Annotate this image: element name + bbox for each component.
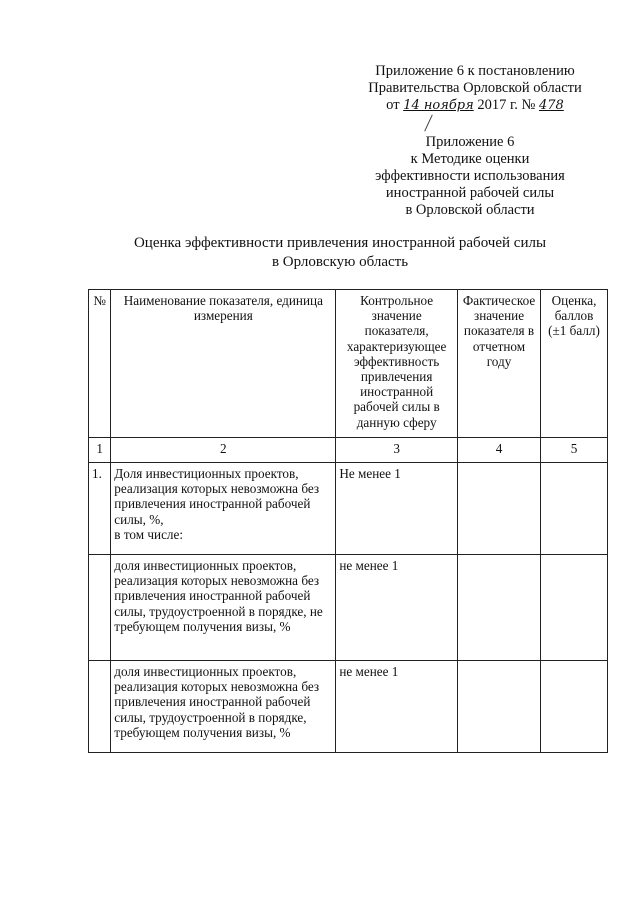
column-number: 5 [541, 438, 608, 463]
indicator-name: Доля инвестиционных проектов, реализация которых невозможна без привлечения иностранной рабочей силы, %, [114, 466, 320, 527]
resolution-line-3 [360, 97, 590, 114]
indicator-cell: доля инвестиционных проектов, реализация которых невозможна без привлечения иностранной рабочей силы, трудоустроенной в порядке, не требующем получения визы, % [111, 555, 336, 661]
appendix-reference [355, 134, 585, 219]
appendix-line: к Методике оценки [410, 151, 530, 167]
resolution-line-1: Приложение 6 к постановлению [375, 63, 575, 79]
indicator-note: в том числе: [114, 526, 184, 542]
actual-value-cell [457, 555, 540, 661]
column-number: 2 [111, 438, 336, 463]
column-number: 3 [336, 438, 458, 463]
actual-value-cell [457, 661, 540, 753]
score-cell [541, 555, 608, 661]
table-row [89, 463, 608, 555]
appendix-line: в Орловской области [405, 202, 535, 218]
column-number-row [89, 438, 608, 463]
table-row [89, 555, 608, 661]
handwritten-date: 14 ноября [403, 98, 474, 113]
evaluation-table [88, 289, 608, 753]
column-number: 1 [89, 438, 111, 463]
header-cell-indicator: Наименование показателя, единица измерения [111, 290, 336, 438]
appendix-line: иностранной рабочей силы [385, 185, 555, 201]
pen-stroke [424, 115, 433, 132]
header-cell-actual-value: Фактическое значение показателя в отчетном году [457, 290, 540, 438]
column-number: 4 [457, 438, 540, 463]
header-cell-score: Оценка, баллов (±1 балл) [541, 290, 608, 438]
header-cell-number: № [89, 290, 111, 438]
control-value-cell: не менее 1 [336, 661, 458, 753]
appendix-line: эффективности использования [375, 168, 565, 184]
row-number [89, 661, 111, 753]
control-value-cell: Не менее 1 [336, 463, 458, 555]
resolution-reference [360, 63, 590, 114]
indicator-cell [111, 463, 336, 555]
row-number [89, 555, 111, 661]
score-cell [541, 463, 608, 555]
control-value-cell: не менее 1 [336, 555, 458, 661]
actual-value-cell [457, 463, 540, 555]
year-number-label: 2017 г. № [477, 97, 536, 113]
table-row [89, 661, 608, 753]
resolution-line-2: Правительства Орловской области [368, 80, 582, 96]
score-cell [541, 661, 608, 753]
header-cell-control-value: Контрольное значение показателя, характеризующее эффективность привлечения иностранной рабочей силы в данную сферу [336, 290, 458, 438]
date-prefix: от [386, 97, 400, 113]
table-header-row [89, 290, 608, 438]
document-title [95, 234, 585, 272]
appendix-line: Приложение 6 [425, 134, 515, 150]
row-number: 1. [89, 463, 111, 555]
indicator-cell: доля инвестиционных проектов, реализация которых невозможна без привлечения иностранной рабочей силы, трудоустроенной в порядке, требующем получения визы, % [111, 661, 336, 753]
title-line-1: Оценка эффективности привлечения иностранной рабочей силы [133, 235, 547, 251]
handwritten-number: 478 [539, 98, 564, 113]
title-line-2: в Орловскую область [271, 254, 409, 270]
